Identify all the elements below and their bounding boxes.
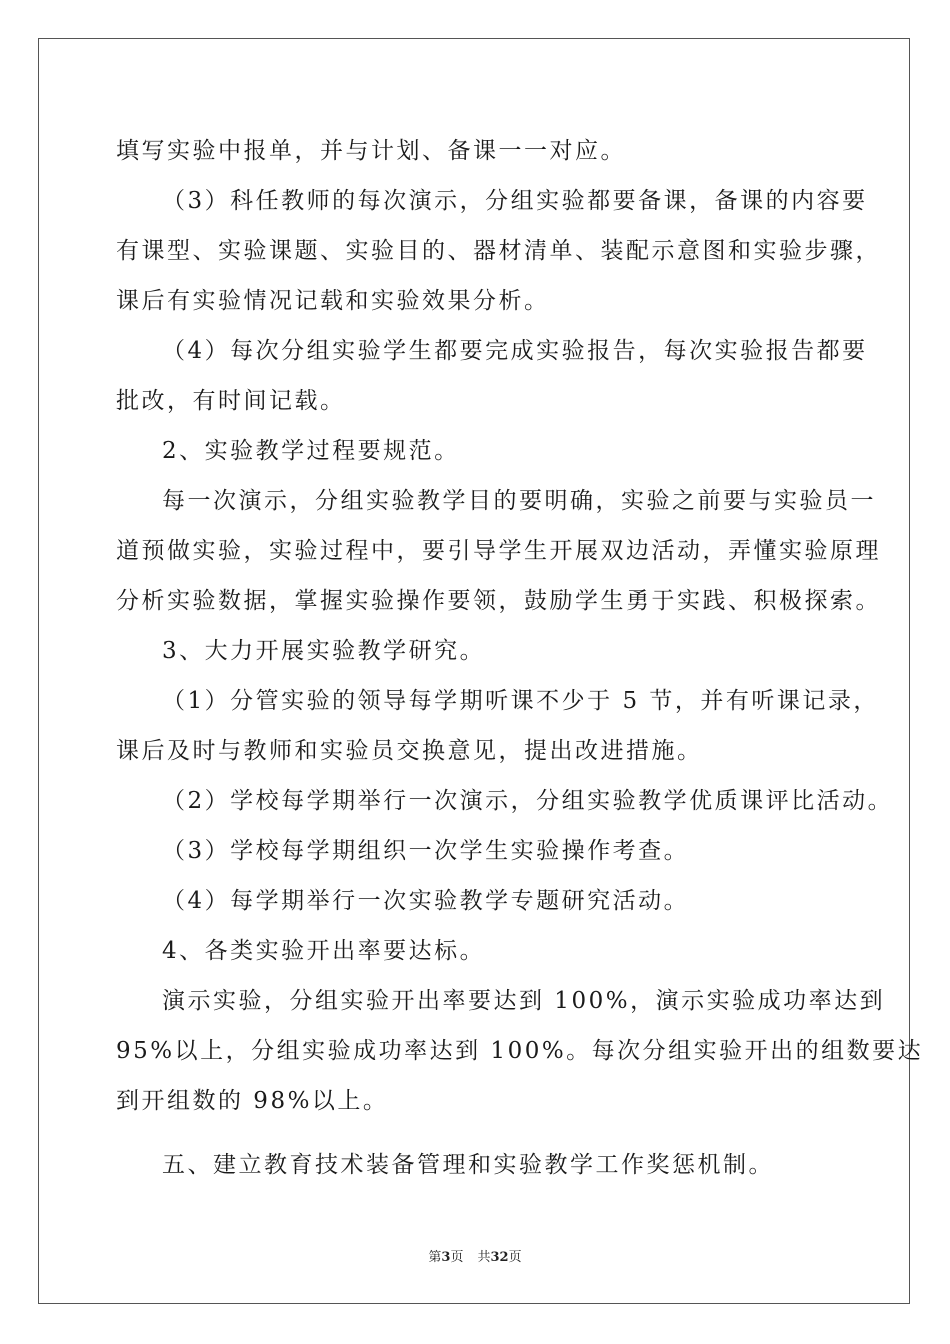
paragraph-line: 分析实验数据，掌握实验操作要领，鼓励学生勇于实践、积极探索。 — [116, 588, 881, 614]
paragraph-line: （1）分管实验的领导每学期听课不少于 5 节，并有听课记录， — [162, 688, 879, 714]
footer-page-prefix: 第 — [428, 1250, 442, 1265]
paragraph-line: 批改，有时间记载。 — [116, 388, 346, 414]
paragraph-line: 道预做实验，实验过程中，要引导学生开展双边活动，弄懂实验原理 — [116, 538, 881, 564]
paragraph-line: （3）学校每学期组织一次学生实验操作考查。 — [162, 838, 690, 864]
section-heading: 4、各类实验开出率要达标。 — [162, 938, 486, 964]
footer-total-suffix: 页 — [508, 1250, 522, 1265]
footer-page-number: 3 — [441, 1250, 451, 1265]
paragraph-line: 有课型、实验课题、实验目的、器材清单、装配示意图和实验步骤， — [116, 238, 881, 264]
paragraph-line: （4）每次分组实验学生都要完成实验报告，每次实验报告都要 — [162, 338, 868, 364]
paragraph-line: 填写实验中报单，并与计划、备课一一对应。 — [116, 138, 626, 164]
paragraph-line: （3）科任教师的每次演示，分组实验都要备课，备课的内容要 — [162, 188, 868, 214]
paragraph-line: 95%以上，分组实验成功率达到 100%。每次分组实验开出的组数要达 — [116, 1038, 924, 1064]
section-heading: 五、建立教育技术装备管理和实验教学工作奖惩机制。 — [162, 1152, 774, 1178]
document-body — [116, 126, 924, 1190]
paragraph-line: （2）学校每学期举行一次演示，分组实验教学优质课评比活动。 — [162, 788, 894, 814]
paragraph-line: 课后有实验情况记载和实验效果分析。 — [116, 288, 550, 314]
footer-total-prefix: 共 — [477, 1250, 491, 1265]
section-heading: 3、大力开展实验教学研究。 — [162, 638, 486, 664]
paragraph-line: 每一次演示，分组实验教学目的要明确，实验之前要与实验员一 — [162, 488, 876, 514]
footer-total-pages: 32 — [490, 1250, 509, 1265]
footer-page-suffix: 页 — [450, 1250, 464, 1265]
paragraph-line: （4）每学期举行一次实验教学专题研究活动。 — [162, 888, 690, 914]
paragraph-line: 演示实验，分组实验开出率要达到 100%，演示实验成功率达到 — [162, 988, 886, 1014]
paragraph-line: 到开组数的 98%以上。 — [116, 1088, 389, 1114]
section-heading: 2、实验教学过程要规范。 — [162, 438, 460, 464]
paragraph-line: 课后及时与教师和实验员交换意见，提出改进措施。 — [116, 738, 703, 764]
page-footer — [0, 1246, 950, 1265]
